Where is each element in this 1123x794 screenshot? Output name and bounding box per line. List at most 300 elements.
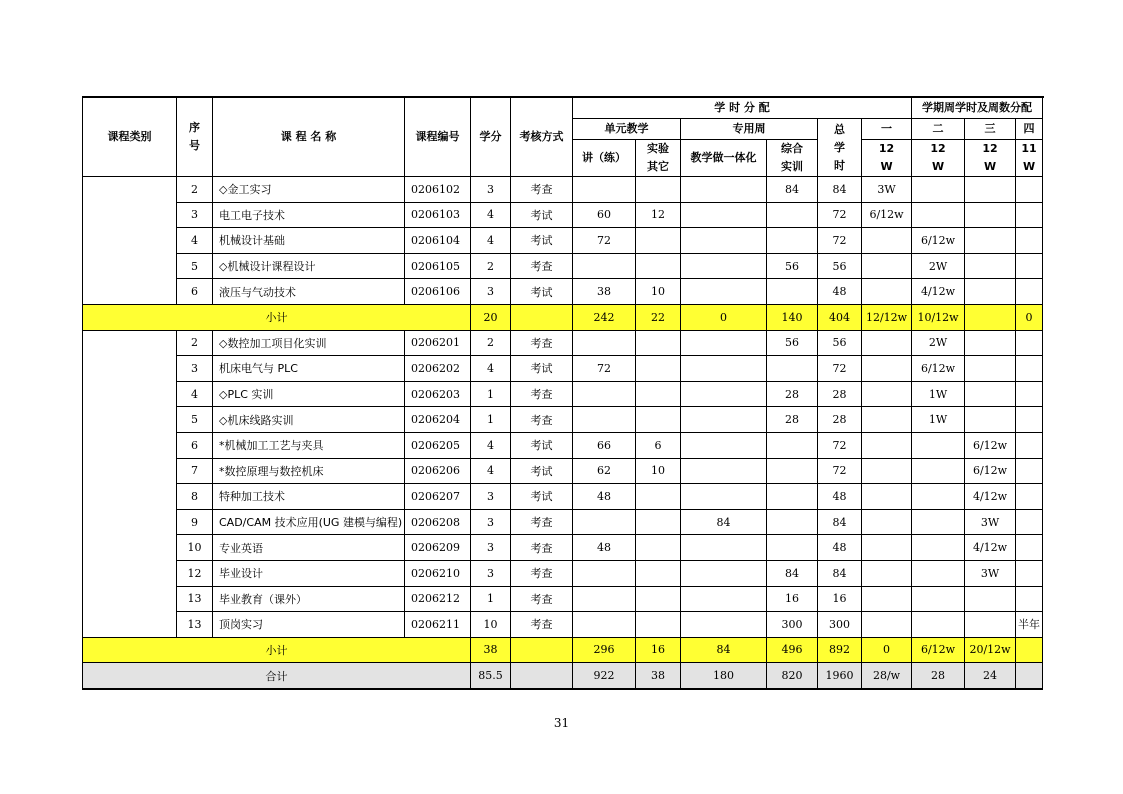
cell-total: 72 xyxy=(818,458,862,484)
cell-credits: 3 xyxy=(471,177,511,203)
cell-name: *数控原理与数控机床 xyxy=(213,458,405,484)
cell-s3: 6/12w xyxy=(965,458,1016,484)
cell-s4 xyxy=(1016,586,1043,612)
cell-s3 xyxy=(965,177,1016,203)
cell-integrated xyxy=(681,202,767,228)
cell-s1 xyxy=(862,560,912,586)
cell-name: 电工电子技术 xyxy=(213,202,405,228)
category-cell xyxy=(83,330,177,637)
cell-credits: 2 xyxy=(471,330,511,356)
cell-credits: 3 xyxy=(471,509,511,535)
cell-credits: 4 xyxy=(471,202,511,228)
cell-s2: 2W xyxy=(912,330,965,356)
table-row xyxy=(83,586,1043,612)
cell-seq: 13 xyxy=(177,586,213,612)
cell-s3 xyxy=(965,612,1016,638)
cell-lab: 12 xyxy=(636,202,681,228)
cell-integrated xyxy=(681,458,767,484)
cell-s2 xyxy=(912,560,965,586)
cell-s3 xyxy=(965,330,1016,356)
table-row xyxy=(83,177,1043,203)
cell-s3: 3W xyxy=(965,509,1016,535)
cell-credits: 1 xyxy=(471,407,511,433)
cell-credits: 10 xyxy=(471,612,511,638)
cell-lab xyxy=(636,228,681,254)
cell-s4 xyxy=(1016,279,1043,305)
table-row xyxy=(83,484,1043,510)
cell-total: 404 xyxy=(818,304,862,330)
cell-lab: 6 xyxy=(636,432,681,458)
cell-lab: 22 xyxy=(636,304,681,330)
table-row xyxy=(83,509,1043,535)
cell-total: 84 xyxy=(818,177,862,203)
cell-lecture: 48 xyxy=(573,535,636,561)
cell-credits: 4 xyxy=(471,432,511,458)
cell-s4: 0 xyxy=(1016,304,1043,330)
cell-s1 xyxy=(862,253,912,279)
cell-seq: 8 xyxy=(177,484,213,510)
cell-name: ◇PLC 实训 xyxy=(213,381,405,407)
cell-s3 xyxy=(965,356,1016,382)
cell-code: 0206105 xyxy=(405,253,471,279)
cell-assess: 考查 xyxy=(511,253,573,279)
cell-lab xyxy=(636,586,681,612)
cell-name: *机械加工工艺与夹具 xyxy=(213,432,405,458)
cell-code: 0206106 xyxy=(405,279,471,305)
cell-s1 xyxy=(862,509,912,535)
cell-assess: 考查 xyxy=(511,330,573,356)
category-cell xyxy=(83,177,177,305)
cell-assess: 考查 xyxy=(511,586,573,612)
cell-lecture xyxy=(573,509,636,535)
cell-seq: 3 xyxy=(177,356,213,382)
cell-credits: 3 xyxy=(471,560,511,586)
cell-name: 毕业设计 xyxy=(213,560,405,586)
header-assessment: 考核方式 xyxy=(511,97,573,177)
cell-assess: 考试 xyxy=(511,432,573,458)
cell-total: 16 xyxy=(818,586,862,612)
cell-s3: 6/12w xyxy=(965,432,1016,458)
cell-name: 专业英语 xyxy=(213,535,405,561)
cell-s1 xyxy=(862,279,912,305)
cell-credits: 85.5 xyxy=(471,663,511,689)
cell-code: 0206102 xyxy=(405,177,471,203)
header-sem-2-weeks: 12 W xyxy=(912,140,965,177)
cell-training: 820 xyxy=(767,663,818,689)
cell-total: 48 xyxy=(818,484,862,510)
cell-credits: 4 xyxy=(471,356,511,382)
header-sem-1-weeks: 12 W xyxy=(862,140,912,177)
cell-s3: 4/12w xyxy=(965,484,1016,510)
cell-s3 xyxy=(965,381,1016,407)
cell-code: 0206207 xyxy=(405,484,471,510)
cell-seq: 10 xyxy=(177,535,213,561)
cell-s4 xyxy=(1016,407,1043,433)
cell-total: 48 xyxy=(818,535,862,561)
header-sem-1: 一 xyxy=(862,119,912,140)
cell-lecture: 38 xyxy=(573,279,636,305)
cell-s2 xyxy=(912,535,965,561)
header-sem-2: 二 xyxy=(912,119,965,140)
cell-lecture: 72 xyxy=(573,356,636,382)
header-integrated: 教学做一体化 xyxy=(681,140,767,177)
cell-lab: 38 xyxy=(636,663,681,689)
cell-s4: 半年 xyxy=(1016,612,1043,638)
cell-lecture xyxy=(573,407,636,433)
cell-code: 0206211 xyxy=(405,612,471,638)
cell-s4 xyxy=(1016,637,1043,663)
cell-name: CAD/CAM 技术应用(UG 建模与编程) xyxy=(213,509,405,535)
cell-s3 xyxy=(965,407,1016,433)
cell-training xyxy=(767,458,818,484)
cell-lecture: 72 xyxy=(573,228,636,254)
cell-s1: 3W xyxy=(862,177,912,203)
cell-lecture xyxy=(573,381,636,407)
cell-s4 xyxy=(1016,253,1043,279)
cell-assess: 考试 xyxy=(511,458,573,484)
curriculum-table xyxy=(82,96,1043,690)
cell-s3 xyxy=(965,586,1016,612)
cell-total: 892 xyxy=(818,637,862,663)
table-row xyxy=(83,381,1043,407)
table-row xyxy=(83,356,1043,382)
cell-code: 0206202 xyxy=(405,356,471,382)
cell-code: 0206201 xyxy=(405,330,471,356)
cell-seq: 4 xyxy=(177,228,213,254)
cell-s4 xyxy=(1016,458,1043,484)
cell-total: 84 xyxy=(818,509,862,535)
cell-lab xyxy=(636,253,681,279)
cell-s3: 20/12w xyxy=(965,637,1016,663)
header-lab: 实验 其它 xyxy=(636,140,681,177)
header-seq: 序 号 xyxy=(177,97,213,177)
cell-lecture: 296 xyxy=(573,637,636,663)
cell-s4 xyxy=(1016,228,1043,254)
cell-s4 xyxy=(1016,535,1043,561)
cell-seq: 12 xyxy=(177,560,213,586)
header-sem-4-weeks: 11 W xyxy=(1016,140,1043,177)
cell-assess: 考查 xyxy=(511,381,573,407)
header-category: 课程类别 xyxy=(83,97,177,177)
cell-integrated xyxy=(681,432,767,458)
cell-lab xyxy=(636,177,681,203)
header-unit-teaching: 单元教学 xyxy=(573,119,681,140)
header-sem-3: 三 xyxy=(965,119,1016,140)
cell-assess: 考试 xyxy=(511,228,573,254)
cell-s2: 1W xyxy=(912,407,965,433)
cell-integrated xyxy=(681,586,767,612)
table-row xyxy=(83,432,1043,458)
cell-total: 72 xyxy=(818,202,862,228)
cell-seq: 5 xyxy=(177,407,213,433)
cell-assess xyxy=(511,637,573,663)
cell-lab xyxy=(636,484,681,510)
cell-training xyxy=(767,279,818,305)
cell-lecture xyxy=(573,177,636,203)
cell-total: 72 xyxy=(818,356,862,382)
cell-lab xyxy=(636,612,681,638)
cell-training: 28 xyxy=(767,407,818,433)
cell-total: 28 xyxy=(818,407,862,433)
cell-code: 0206209 xyxy=(405,535,471,561)
cell-s1: 6/12w xyxy=(862,202,912,228)
cell-s2: 1W xyxy=(912,381,965,407)
cell-total: 56 xyxy=(818,253,862,279)
cell-lecture: 922 xyxy=(573,663,636,689)
cell-s1 xyxy=(862,381,912,407)
cell-integrated xyxy=(681,177,767,203)
cell-integrated: 84 xyxy=(681,509,767,535)
cell-s4 xyxy=(1016,432,1043,458)
cell-total: 1960 xyxy=(818,663,862,689)
cell-seq: 9 xyxy=(177,509,213,535)
cell-integrated xyxy=(681,228,767,254)
cell-s1 xyxy=(862,612,912,638)
cell-s1 xyxy=(862,458,912,484)
cell-s4 xyxy=(1016,560,1043,586)
cell-integrated xyxy=(681,484,767,510)
cell-name: 液压与气动技术 xyxy=(213,279,405,305)
table-row xyxy=(83,228,1043,254)
cell-name: 机床电气与 PLC xyxy=(213,356,405,382)
cell-name: ◇机床线路实训 xyxy=(213,407,405,433)
cell-name: 毕业教育（课外） xyxy=(213,586,405,612)
cell-lab: 10 xyxy=(636,279,681,305)
table-row xyxy=(83,458,1043,484)
header-total-hours: 总 学 时 xyxy=(818,119,862,177)
cell-s1 xyxy=(862,535,912,561)
cell-credits: 4 xyxy=(471,458,511,484)
cell-integrated xyxy=(681,407,767,433)
cell-s4 xyxy=(1016,509,1043,535)
cell-lab xyxy=(636,560,681,586)
cell-training xyxy=(767,484,818,510)
cell-lecture xyxy=(573,330,636,356)
cell-credits: 1 xyxy=(471,586,511,612)
cell-code: 0206206 xyxy=(405,458,471,484)
cell-lecture: 242 xyxy=(573,304,636,330)
cell-lab xyxy=(636,330,681,356)
cell-code: 0206203 xyxy=(405,381,471,407)
cell-integrated: 84 xyxy=(681,637,767,663)
cell-assess: 考试 xyxy=(511,279,573,305)
cell-integrated xyxy=(681,330,767,356)
cell-seq: 6 xyxy=(177,432,213,458)
cell-s3: 24 xyxy=(965,663,1016,689)
cell-training: 16 xyxy=(767,586,818,612)
cell-training: 140 xyxy=(767,304,818,330)
cell-s1 xyxy=(862,356,912,382)
cell-s4 xyxy=(1016,330,1043,356)
cell-name: ◇金工实习 xyxy=(213,177,405,203)
cell-credits: 4 xyxy=(471,228,511,254)
cell-s2: 2W xyxy=(912,253,965,279)
cell-s1 xyxy=(862,586,912,612)
cell-lecture xyxy=(573,586,636,612)
cell-lab xyxy=(636,407,681,433)
cell-s4 xyxy=(1016,381,1043,407)
summary-label: 合计 xyxy=(83,663,471,689)
cell-s2: 6/12w xyxy=(912,356,965,382)
cell-seq: 7 xyxy=(177,458,213,484)
cell-lab xyxy=(636,356,681,382)
cell-training: 56 xyxy=(767,253,818,279)
cell-credits: 3 xyxy=(471,279,511,305)
cell-s3 xyxy=(965,253,1016,279)
cell-integrated: 0 xyxy=(681,304,767,330)
cell-training: 84 xyxy=(767,177,818,203)
header-course-name: 课 程 名 称 xyxy=(213,97,405,177)
cell-lecture: 48 xyxy=(573,484,636,510)
cell-integrated xyxy=(681,560,767,586)
cell-seq: 2 xyxy=(177,177,213,203)
cell-s2: 4/12w xyxy=(912,279,965,305)
cell-seq: 5 xyxy=(177,253,213,279)
cell-code: 0206212 xyxy=(405,586,471,612)
cell-total: 56 xyxy=(818,330,862,356)
header-sem-3-weeks: 12 W xyxy=(965,140,1016,177)
cell-lecture xyxy=(573,560,636,586)
cell-training: 28 xyxy=(767,381,818,407)
cell-s3 xyxy=(965,279,1016,305)
cell-training xyxy=(767,356,818,382)
page-number: 31 xyxy=(553,716,570,730)
cell-name: 顶岗实习 xyxy=(213,612,405,638)
cell-assess: 考试 xyxy=(511,356,573,382)
cell-training: 496 xyxy=(767,637,818,663)
cell-s3 xyxy=(965,304,1016,330)
cell-s2 xyxy=(912,177,965,203)
cell-code: 0206208 xyxy=(405,509,471,535)
cell-training: 300 xyxy=(767,612,818,638)
cell-s3: 4/12w xyxy=(965,535,1016,561)
cell-s2: 10/12w xyxy=(912,304,965,330)
header-lecture: 讲（练） xyxy=(573,140,636,177)
cell-training xyxy=(767,228,818,254)
cell-assess xyxy=(511,663,573,689)
cell-lab xyxy=(636,535,681,561)
cell-code: 0206103 xyxy=(405,202,471,228)
cell-assess: 考试 xyxy=(511,484,573,510)
cell-total: 28 xyxy=(818,381,862,407)
cell-lab xyxy=(636,509,681,535)
cell-code: 0206104 xyxy=(405,228,471,254)
cell-lecture xyxy=(573,612,636,638)
cell-code: 0206210 xyxy=(405,560,471,586)
cell-s2 xyxy=(912,586,965,612)
table-row xyxy=(83,330,1043,356)
cell-s1 xyxy=(862,484,912,510)
header-credits: 学分 xyxy=(471,97,511,177)
subtotal-row xyxy=(83,304,1043,330)
table-row xyxy=(83,407,1043,433)
cell-s4 xyxy=(1016,663,1043,689)
cell-lecture: 62 xyxy=(573,458,636,484)
cell-s3 xyxy=(965,228,1016,254)
summary-label: 小计 xyxy=(83,637,471,663)
subtotal-row xyxy=(83,637,1043,663)
cell-s4 xyxy=(1016,202,1043,228)
cell-integrated xyxy=(681,381,767,407)
cell-assess: 考查 xyxy=(511,177,573,203)
cell-total: 300 xyxy=(818,612,862,638)
cell-s3: 3W xyxy=(965,560,1016,586)
cell-lab: 10 xyxy=(636,458,681,484)
header-special-week: 专用周 xyxy=(681,119,818,140)
cell-integrated xyxy=(681,279,767,305)
cell-assess: 考查 xyxy=(511,407,573,433)
cell-code: 0206204 xyxy=(405,407,471,433)
cell-integrated xyxy=(681,356,767,382)
cell-integrated xyxy=(681,253,767,279)
cell-training xyxy=(767,432,818,458)
cell-total: 72 xyxy=(818,432,862,458)
cell-name: ◇数控加工项目化实训 xyxy=(213,330,405,356)
cell-integrated: 180 xyxy=(681,663,767,689)
header-sem-4: 四 xyxy=(1016,119,1043,140)
cell-training: 56 xyxy=(767,330,818,356)
cell-s1: 12/12w xyxy=(862,304,912,330)
cell-credits: 1 xyxy=(471,381,511,407)
cell-assess: 考查 xyxy=(511,535,573,561)
table-row xyxy=(83,279,1043,305)
cell-training: 84 xyxy=(767,560,818,586)
cell-assess: 考查 xyxy=(511,612,573,638)
header-semester-distribution: 学期周学时及周数分配 xyxy=(912,97,1043,119)
cell-credits: 20 xyxy=(471,304,511,330)
cell-seq: 6 xyxy=(177,279,213,305)
cell-seq: 3 xyxy=(177,202,213,228)
cell-assess: 考查 xyxy=(511,509,573,535)
cell-name: 机械设计基础 xyxy=(213,228,405,254)
cell-s2 xyxy=(912,432,965,458)
table-row xyxy=(83,612,1043,638)
cell-assess: 考查 xyxy=(511,560,573,586)
summary-label: 小计 xyxy=(83,304,471,330)
cell-assess xyxy=(511,304,573,330)
cell-s4 xyxy=(1016,177,1043,203)
cell-lecture xyxy=(573,253,636,279)
cell-training xyxy=(767,202,818,228)
table-row xyxy=(83,560,1043,586)
cell-credits: 38 xyxy=(471,637,511,663)
cell-s4 xyxy=(1016,356,1043,382)
cell-s4 xyxy=(1016,484,1043,510)
cell-seq: 4 xyxy=(177,381,213,407)
cell-integrated xyxy=(681,535,767,561)
cell-seq: 2 xyxy=(177,330,213,356)
cell-s1: 28/w xyxy=(862,663,912,689)
cell-total: 72 xyxy=(818,228,862,254)
cell-s1 xyxy=(862,228,912,254)
cell-total: 48 xyxy=(818,279,862,305)
header-training: 综合 实训 xyxy=(767,140,818,177)
cell-s2 xyxy=(912,612,965,638)
table-row xyxy=(83,253,1043,279)
cell-integrated xyxy=(681,612,767,638)
table-row xyxy=(83,202,1043,228)
cell-s2 xyxy=(912,202,965,228)
cell-lecture: 60 xyxy=(573,202,636,228)
cell-s1 xyxy=(862,407,912,433)
header-hours-distribution: 学 时 分 配 xyxy=(573,97,912,119)
cell-training xyxy=(767,509,818,535)
cell-s2: 28 xyxy=(912,663,965,689)
cell-s2 xyxy=(912,509,965,535)
cell-credits: 3 xyxy=(471,535,511,561)
cell-training xyxy=(767,535,818,561)
cell-s1: 0 xyxy=(862,637,912,663)
